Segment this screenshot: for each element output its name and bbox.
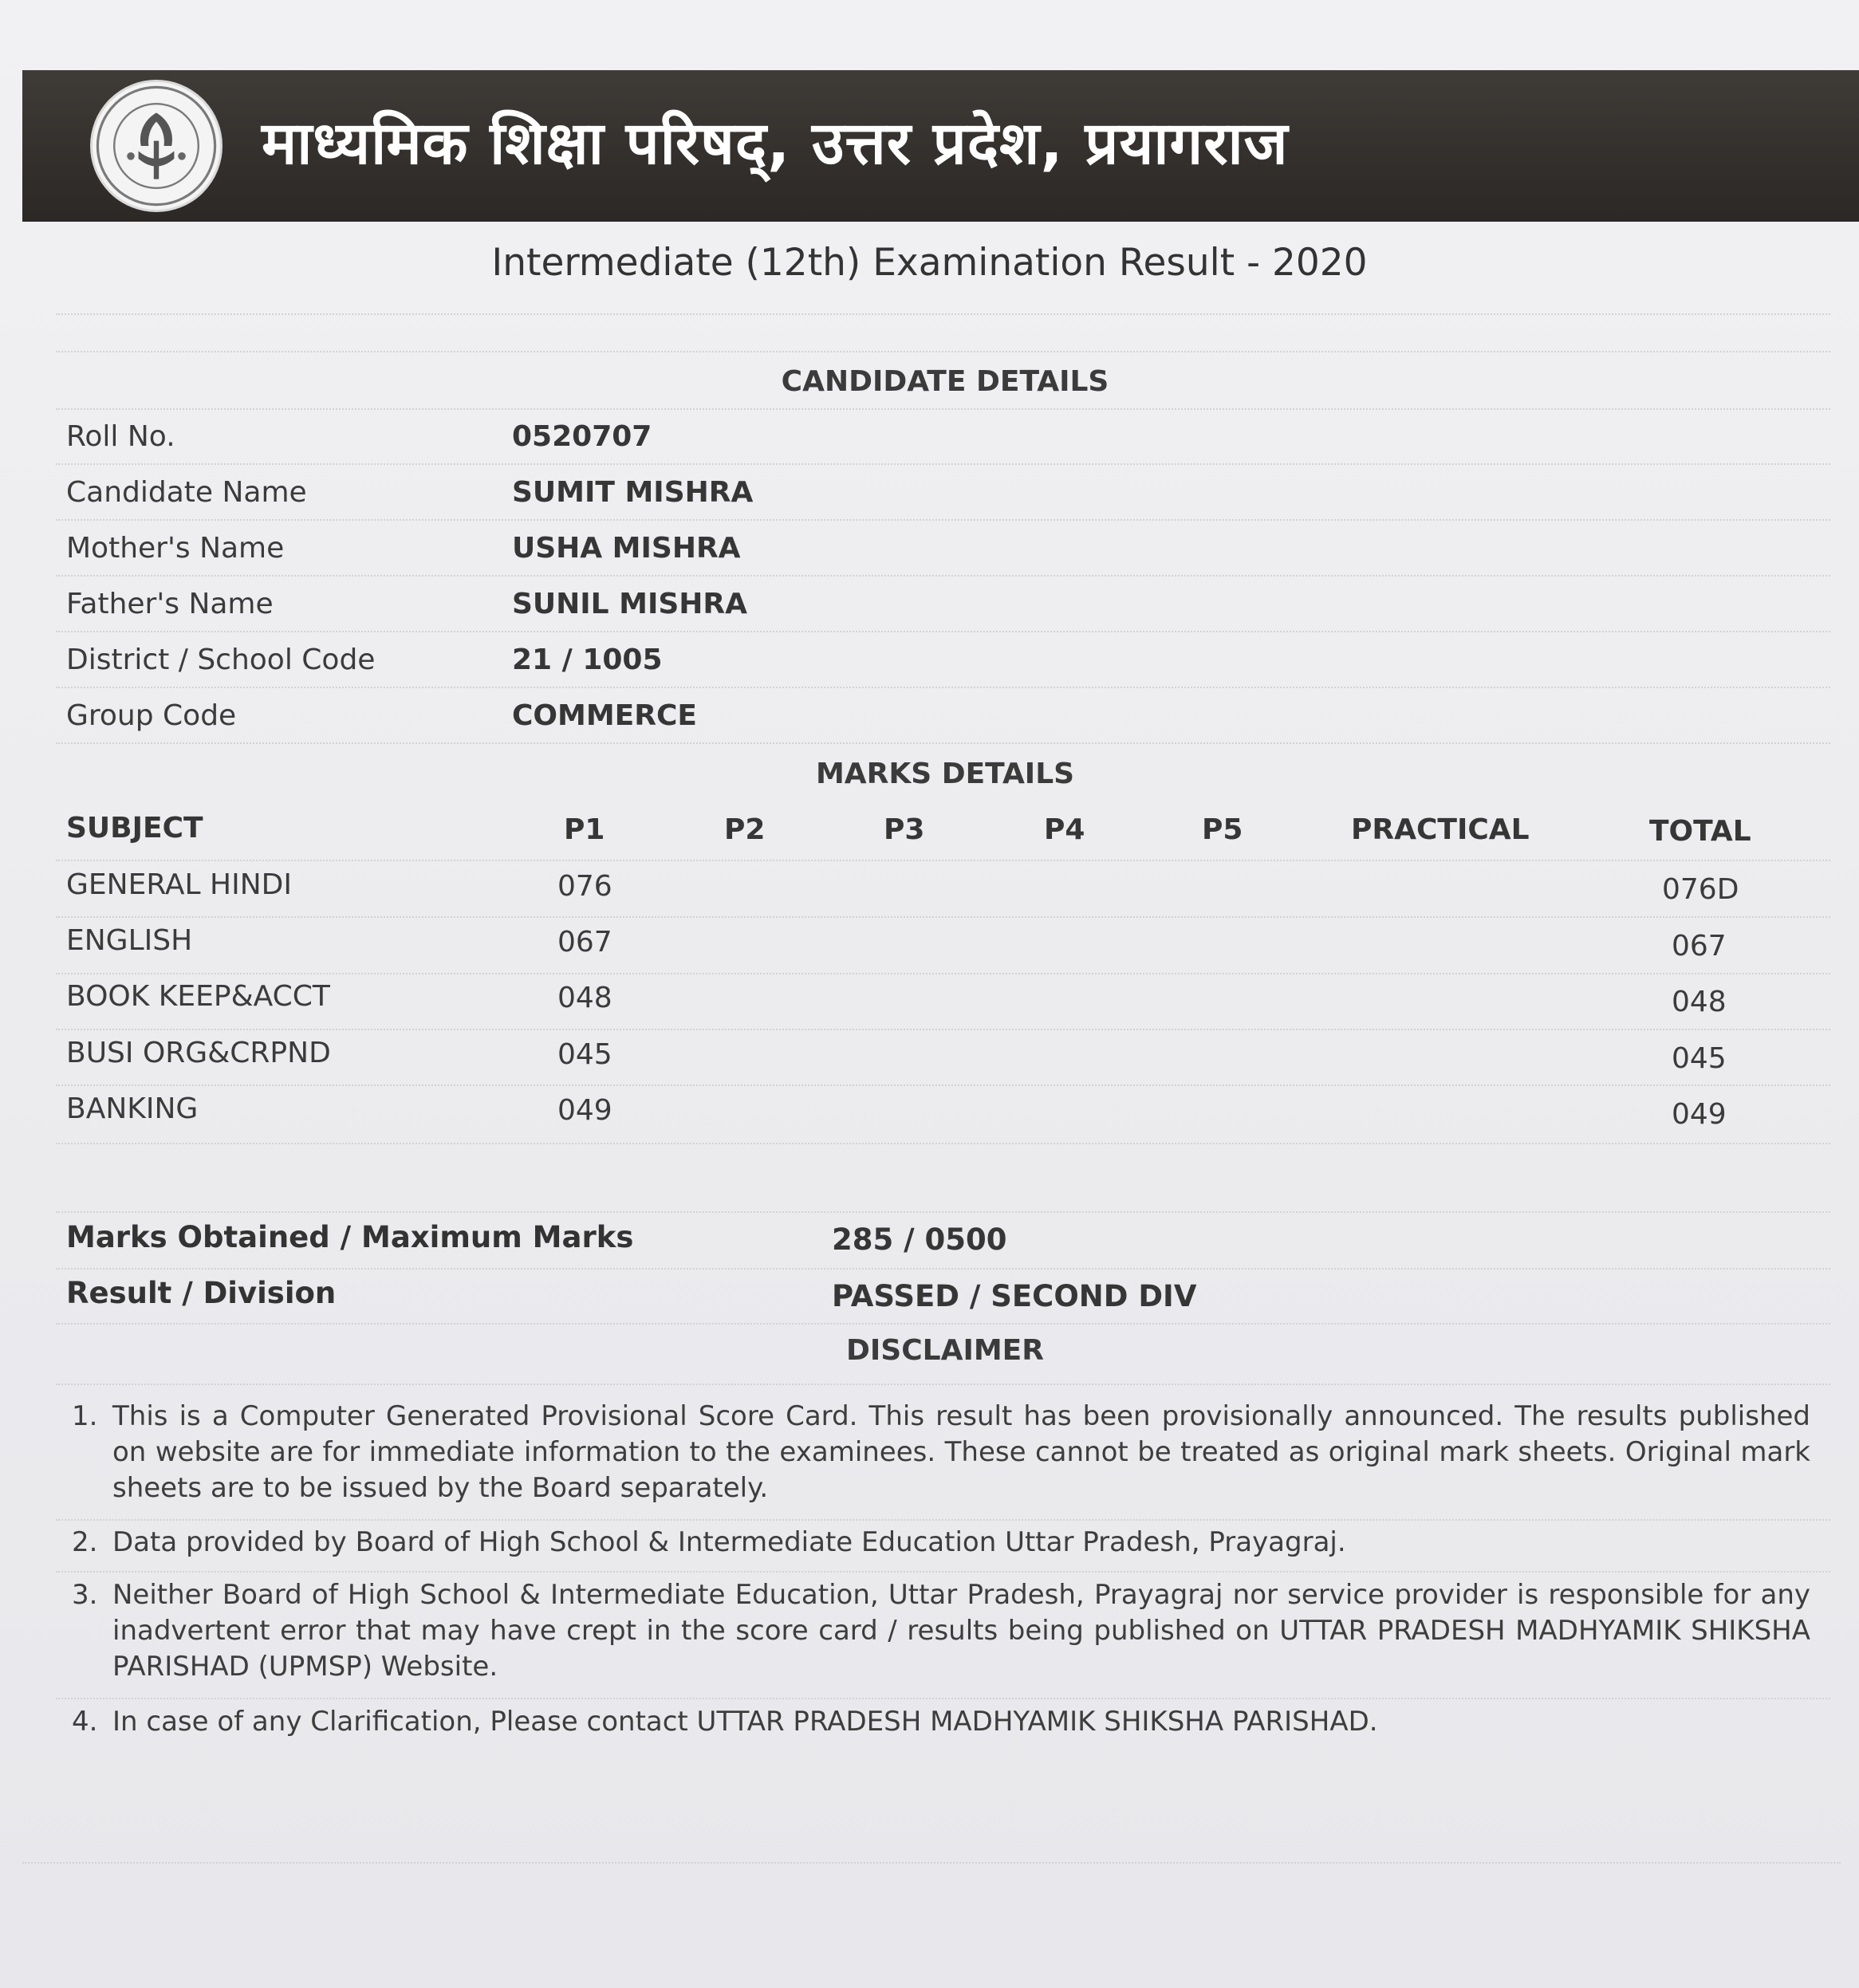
divider [56, 742, 1830, 744]
divider [56, 313, 1830, 315]
subject-cell: GENERAL HINDI [66, 868, 292, 901]
disclaimer-heading: DISCLAIMER [846, 1334, 1044, 1367]
divider [56, 575, 1830, 577]
divider [56, 1268, 1830, 1270]
disclaimer-item-text: In case of any Clarification, Please contact UTTAR PRADESH MADHYAMIK SHIKSHA PARISHAD. [112, 1706, 1378, 1738]
father-name-label: Father's Name [66, 588, 274, 620]
group-code-label: Group Code [66, 699, 237, 732]
divider [56, 1384, 1830, 1385]
col-header-p4: P4 [1044, 813, 1085, 846]
total-cell: 045 [1672, 1042, 1727, 1075]
p1-cell: 067 [557, 926, 612, 959]
total-cell: 049 [1672, 1098, 1727, 1131]
divider [56, 973, 1830, 974]
group-code-value: COMMERCE [512, 699, 697, 732]
candidate-details-heading: CANDIDATE DETAILS [781, 365, 1109, 398]
disclaimer-item-number: 4. [72, 1706, 98, 1738]
divider [56, 1085, 1830, 1086]
divider [56, 687, 1830, 688]
board-name: माध्यमिक शिक्षा परिषद्, उत्तर प्रदेश, प्रयागराज [262, 109, 1289, 178]
disclaimer-item [72, 1399, 1810, 1506]
disclaimer-item-text: Neither Board of High School & Intermediate Education, Uttar Pradesh, Prayagraj nor service provider is responsible for any inadvertent error that may have crept in the score card / results being published on UTTAR PRADESH MADHYAMIK SHIKSHA PARISHAD (UPMSP) Website. [112, 1579, 1810, 1683]
divider [56, 631, 1830, 632]
divider [56, 351, 1830, 352]
mother-name-value: USHA MISHRA [512, 532, 741, 565]
p1-cell: 076 [557, 870, 612, 903]
disclaimer-item [72, 1704, 1810, 1740]
total-cell: 067 [1672, 930, 1727, 963]
divider [56, 1211, 1830, 1213]
divider [56, 1143, 1830, 1144]
disclaimer-item-text: This is a Computer Generated Provisional Score Card. This result has been provisionally announced. The results published on website are for immediate information to the examinees. These cannot be treated as original mark sheets. Original mark sheets are to be issued by the Board separately. [112, 1400, 1810, 1504]
disclaimer-item-number: 2. [72, 1526, 98, 1558]
divider [22, 1862, 1841, 1864]
divider [56, 1519, 1830, 1521]
divider [56, 463, 1830, 465]
col-header-subject: SUBJECT [66, 812, 203, 844]
mother-name-label: Mother's Name [66, 532, 285, 565]
p1-cell: 048 [557, 982, 612, 1014]
candidate-name-label: Candidate Name [66, 476, 307, 509]
disclaimer-item [72, 1577, 1810, 1685]
total-cell: 076D [1662, 873, 1739, 906]
p1-cell: 049 [557, 1094, 612, 1127]
divider [56, 916, 1830, 918]
disclaimer-item-number: 1. [72, 1400, 98, 1432]
marks-obtained-value: 285 / 0500 [832, 1222, 1007, 1257]
disclaimer-item-number: 3. [72, 1579, 98, 1611]
subject-cell: BUSI ORG&CRPND [66, 1037, 331, 1069]
district-school-code-label: District / School Code [66, 644, 376, 676]
col-header-practical: PRACTICAL [1351, 813, 1530, 846]
candidate-name-value: SUMIT MISHRA [512, 476, 754, 509]
col-header-p3: P3 [884, 813, 925, 846]
col-header-p2: P2 [724, 813, 766, 846]
subject-cell: BANKING [66, 1092, 199, 1125]
divider [56, 1323, 1830, 1325]
col-header-total: TOTAL [1649, 815, 1751, 848]
divider [56, 1029, 1830, 1030]
marks-obtained-label: Marks Obtained / Maximum Marks [66, 1220, 634, 1254]
p1-cell: 045 [557, 1038, 612, 1071]
emblem-icon [93, 82, 220, 210]
roll-no-label: Roll No. [66, 420, 175, 453]
state-emblem-logo [90, 80, 223, 212]
disclaimer-item-text: Data provided by Board of High School & Intermediate Education Uttar Pradesh, Prayagraj. [112, 1526, 1346, 1558]
disclaimer-item [72, 1525, 1810, 1561]
divider [56, 408, 1830, 410]
result-division-value: PASSED / SECOND DIV [832, 1279, 1197, 1313]
divider [56, 519, 1830, 521]
marks-details-heading: MARKS DETAILS [815, 758, 1075, 790]
divider [56, 1571, 1830, 1573]
roll-no-value: 0520707 [512, 420, 652, 453]
col-header-p1: P1 [564, 813, 605, 846]
header-banner [22, 70, 1859, 222]
divider [56, 1698, 1830, 1699]
divider [56, 860, 1830, 861]
father-name-value: SUNIL MISHRA [512, 588, 748, 620]
result-division-label: Result / Division [66, 1276, 337, 1310]
district-school-code-value: 21 / 1005 [512, 644, 663, 676]
col-header-p5: P5 [1202, 813, 1243, 846]
total-cell: 048 [1672, 986, 1727, 1018]
subject-cell: BOOK KEEP&ACCT [66, 980, 330, 1013]
page-title: Intermediate (12th) Examination Result - 2020 [491, 241, 1368, 285]
subject-cell: ENGLISH [66, 924, 193, 957]
